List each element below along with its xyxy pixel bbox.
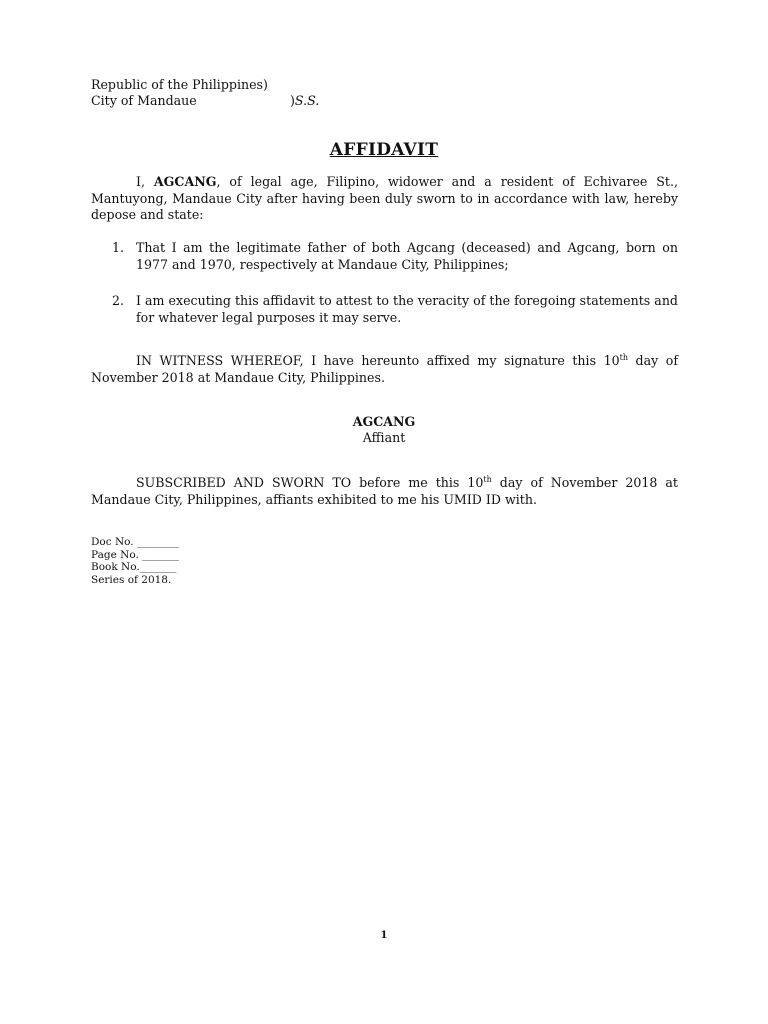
venue-city-text: City of Mandaue [91,93,197,108]
statement-item-2 [112,293,678,326]
page-number-line: Page No. _______ [91,548,179,561]
venue-ss-text: S.S. [294,93,320,108]
witness-paragraph [91,353,678,386]
statement-text: I am executing this affidavit to attest to the veracity of the foregoing statements and for whatever legal purposes it may serve. [136,293,678,325]
page-number: 1 [380,930,388,941]
doc-number-line: Doc No. ________ [91,536,179,548]
subscribed-sup: th [483,475,492,484]
witness-sup: th [619,353,628,362]
series-line: Series of 2018. [91,573,172,586]
affiant-label: Affiant [362,430,406,445]
subscribed-text-after: day of November 2018 at Mandaue City, Philippines, affiants exhibited to me his UMID ID with. [91,475,678,507]
venue-block [91,77,320,109]
witness-text-before: IN WITNESS WHEREOF, I have hereunto affixed my signature this 10 [136,353,620,368]
venue-line-republic [91,77,268,93]
affiant-name: AGCANG [352,414,416,429]
venue-ss-paren: ) [290,93,295,108]
intro-name: AGCANG [153,174,217,189]
statement-number: 2. [112,293,125,308]
statement-text: That I am the legitimate father of both Agcang (deceased) and Agcang, born on 1977 and 1970, respectively at Mandaue City, Philippines; [136,240,678,272]
subscribed-text-before: SUBSCRIBED AND SWORN TO before me this 10 [136,475,484,490]
statement-number: 1. [112,240,125,255]
intro-prefix: I, [136,174,154,189]
witness-text-after: day of November 2018 at Mandaue City, Philippines. [91,353,678,385]
book-number-line: Book No._______ [91,561,177,573]
statement-item-1 [112,240,678,273]
venue-republic-text: Republic of the Philippines) [91,77,268,92]
venue-line-city [91,93,320,109]
document-title: AFFIDAVIT [329,140,439,160]
venue-ss [290,93,319,109]
intro-text: , of legal age, Filipino, widower and a resident of Echivaree St., Mantuyong, Mandaue City after having been duly sworn to in accordance with law, hereby depose and state: [91,174,678,222]
subscribed-paragraph [91,475,678,508]
intro-paragraph [91,174,678,224]
notarial-register [91,536,179,586]
